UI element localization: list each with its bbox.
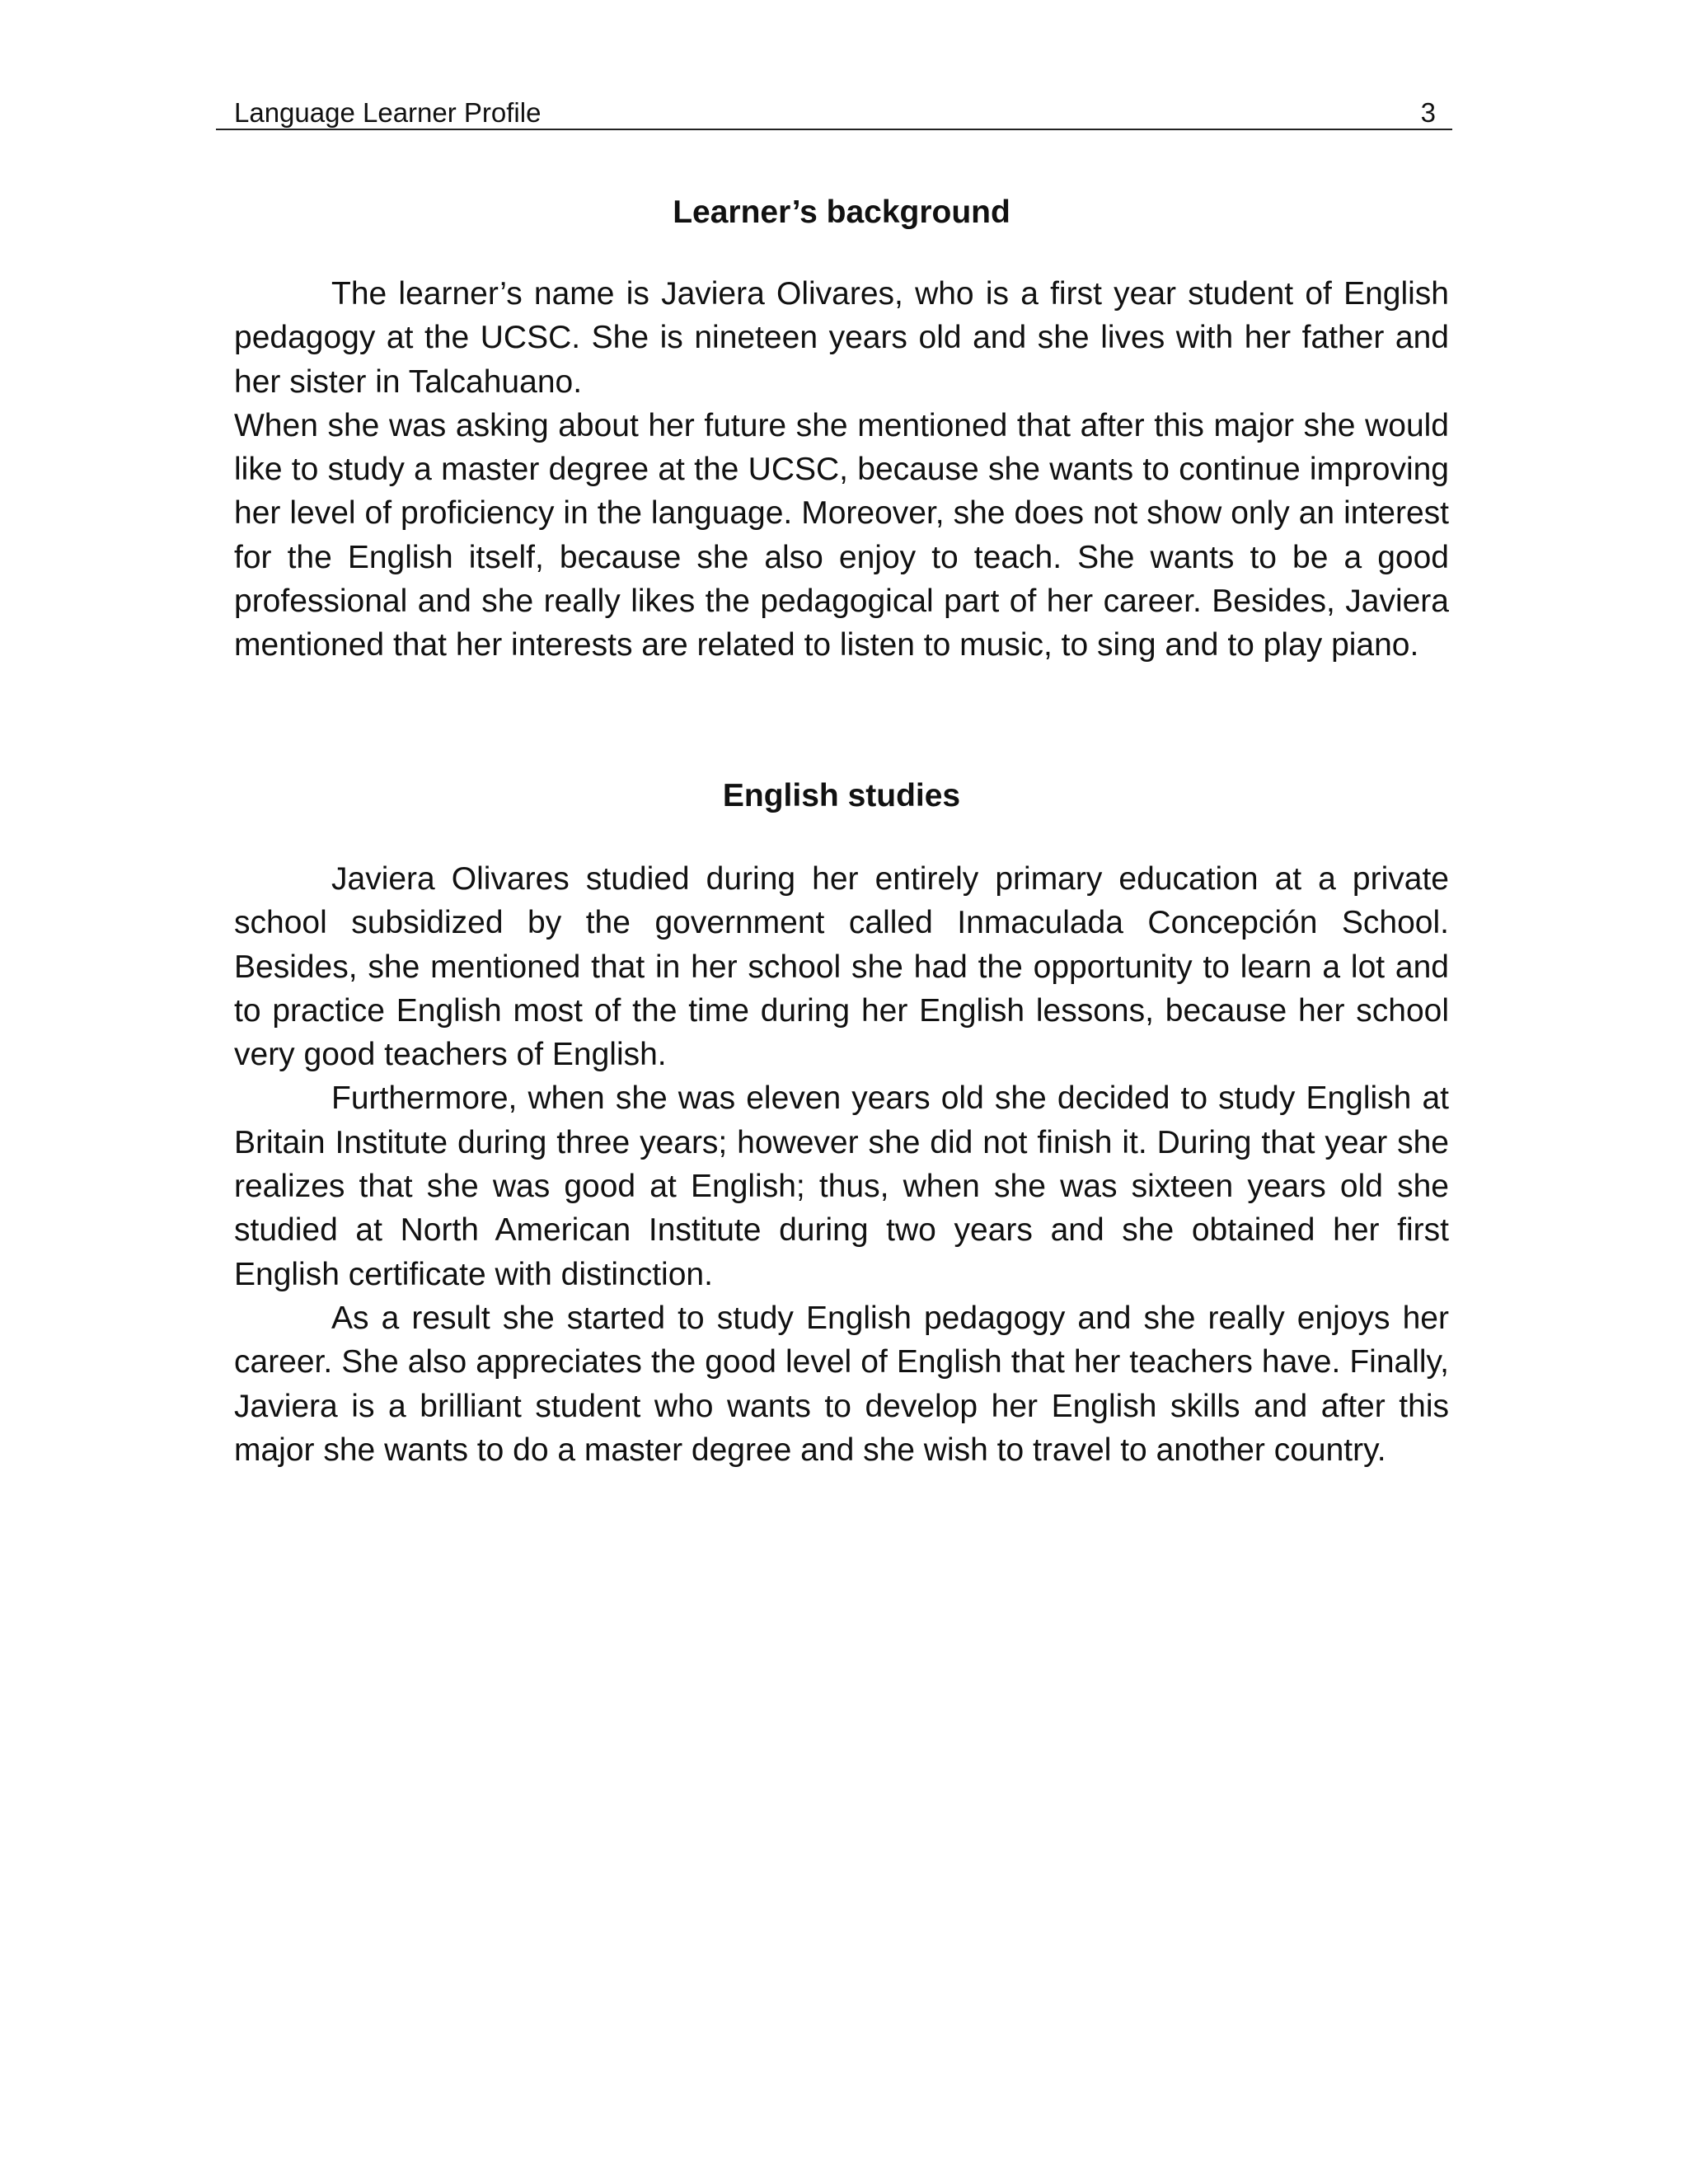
paragraph: When she was asking about her future she mentioned that after this major she would like to study a master degree at the UCSC, because she wants to continue improving her level of proficiency in the language. Moreover, she does not show only an interest for the English itself, because she also enjoy to teach. She wants to be a good professional and she really likes the pedagogical part of her career. Besides, Javiera mentioned that her interests are related to listen to music, to sing and to play piano.	[234, 407, 1449, 663]
page-number: 3	[1420, 97, 1436, 128]
page-header	[216, 92, 1452, 130]
paragraph: The learner’s name is Javiera Olivares, who is a first year student of English pedagogy at the UCSC. She is nineteen years old and she lives with her father and her sister in Talcahuano.	[234, 276, 1449, 400]
header-title: Language Learner Profile	[234, 97, 542, 128]
section-body-english-studies	[234, 857, 1449, 1472]
section-heading-english-studies: English studies	[722, 778, 961, 813]
paragraph: As a result she started to study English pedagogy and she really enjoys her career. She also appreciates the good level of English that her teachers have. Finally, Javiera is a brilliant student who wants to develop her English skills and after this major she wants to do a master degree and she wish to travel to another country.	[234, 1300, 1449, 1468]
section-heading-learners-background: Learner’s background	[673, 194, 1010, 230]
paragraph: Furthermore, when she was eleven years old she decided to study English at Britain Institute during three years; however she did not finish it. During that year she realizes that she was good at English; thus, when she was sixteen years old she studied at North American Institute during two years and she obtained her first English certificate with distinction.	[234, 1080, 1449, 1292]
paragraph: Javiera Olivares studied during her entirely primary education at a private school subsidized by the government called Inmaculada Concepción School. Besides, she mentioned that in her school she had the opportunity to learn a lot and to practice English most of the time during her English lessons, because her school very good teachers of English.	[234, 861, 1449, 1073]
section-body-learners-background	[234, 272, 1449, 668]
